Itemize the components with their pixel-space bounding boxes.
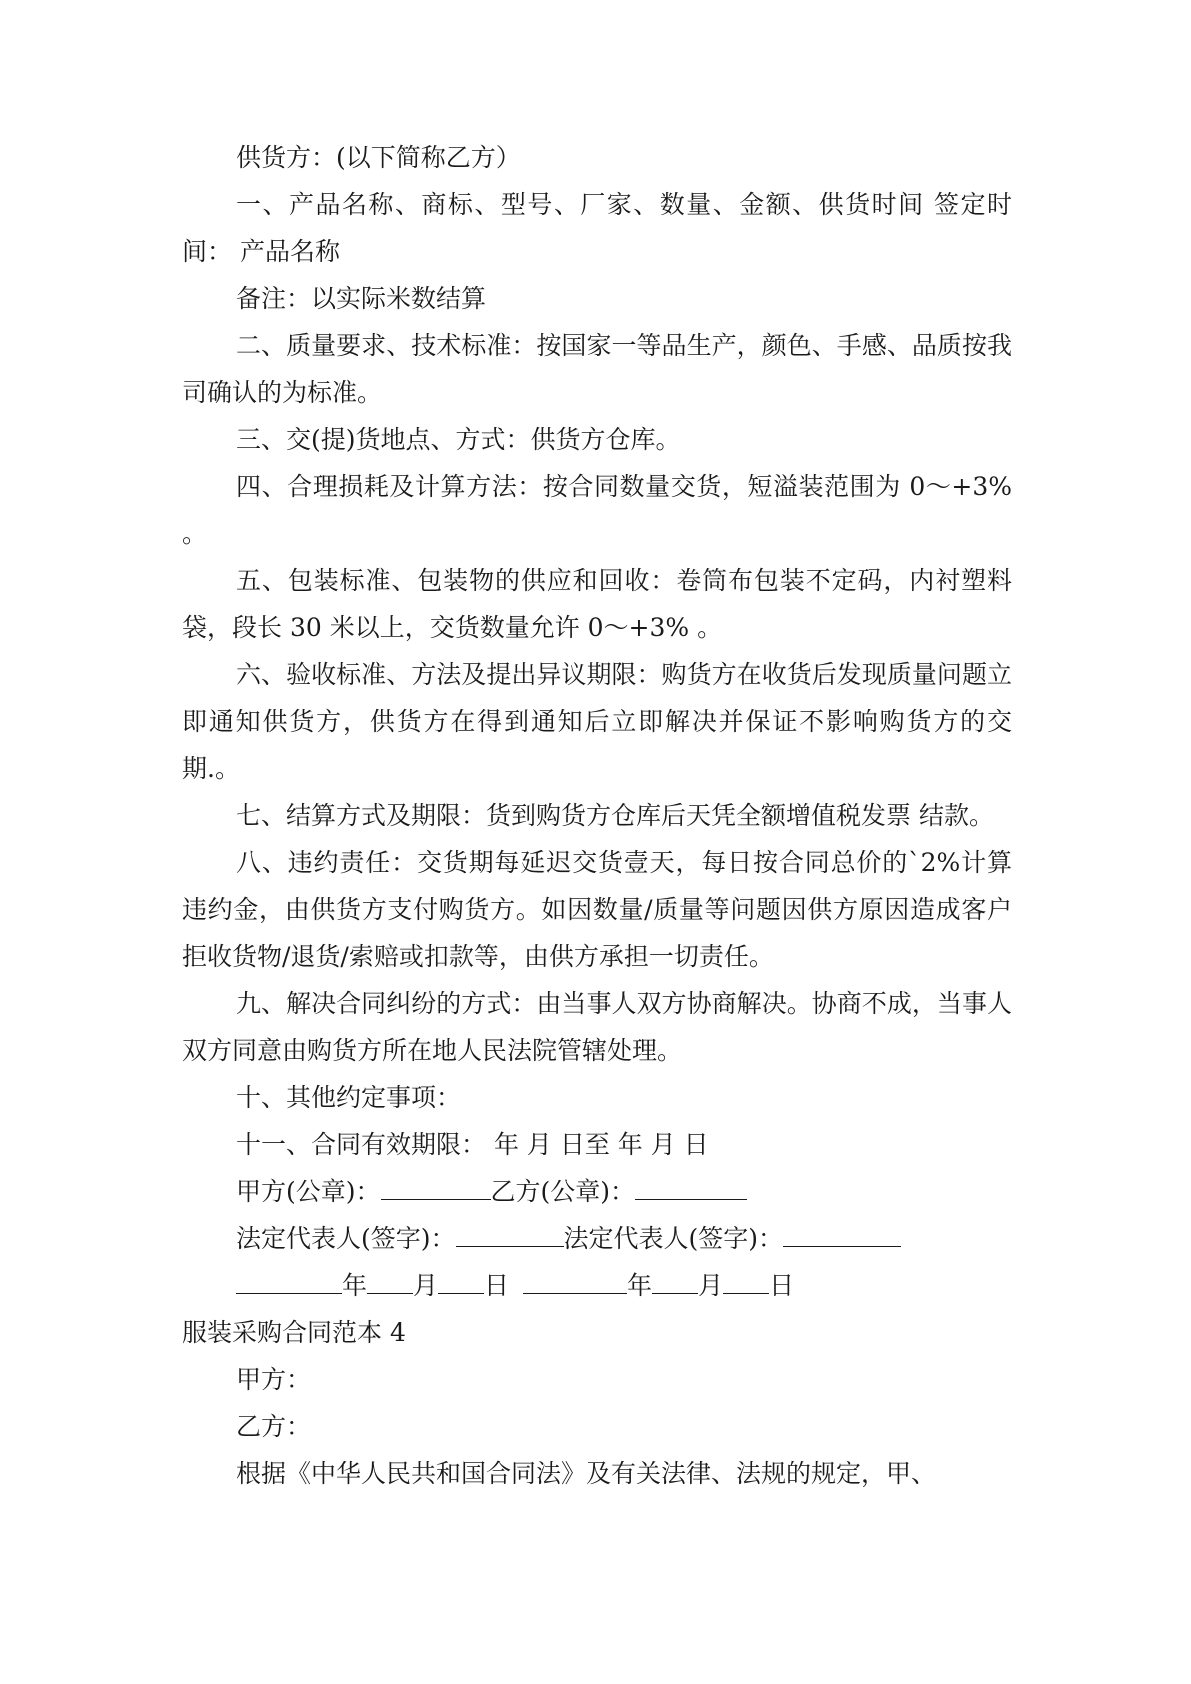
- party-b-seal-blank: [635, 1171, 747, 1200]
- party-b-rep-blank: [783, 1218, 901, 1247]
- party-b-day-label: 日: [769, 1271, 795, 1300]
- party-b-month-blank: [652, 1265, 698, 1294]
- clause-6: 六、验收标准、方法及提出异议期限：购货方在收货后发现质量问题立即通知供货方，供货方在得到通知后立即解决并保证不影响购货方的交期.。: [182, 660, 1012, 783]
- party-b-line: 乙方：: [236, 1412, 312, 1441]
- party-a-day-label: 日: [484, 1271, 510, 1300]
- clause-1: 一、产品名称、商标、型号、厂家、数量、金额、供货时间 签定时间： 产品名称: [182, 190, 1012, 266]
- clause-3: 三、交(提)货地点、方式：供货方仓库。: [236, 425, 681, 454]
- party-a-year-label: 年: [342, 1271, 368, 1300]
- clause-11: 十一、合同有效期限： 年 月 日至 年 月 日: [236, 1130, 709, 1159]
- party-b-seal-label: 乙方(公章)：: [490, 1177, 636, 1206]
- signature-rep-row: [182, 1215, 1012, 1262]
- party-a-month-label: 月: [413, 1271, 439, 1300]
- party-a-seal-label: 甲方(公章)：: [236, 1177, 381, 1206]
- party-b-year-blank: [523, 1265, 627, 1294]
- clause-9: 九、解决合同纠纷的方式：由当事人双方协商解决。协商不成，当事人双方同意由购货方所在地人民法院管辖处理。: [182, 989, 1012, 1065]
- contract-page: [182, 134, 1012, 1497]
- party-a-month-blank: [367, 1265, 413, 1294]
- clause-10: 十、其他约定事项：: [236, 1083, 462, 1112]
- signature-seal-row: [182, 1168, 1012, 1215]
- party-b-rep-label: 法定代表人(签字)：: [563, 1224, 784, 1253]
- basis-line: 根据《中华人民共和国合同法》及有关法律、法规的规定，甲、: [236, 1459, 937, 1488]
- clause-8: 八、违约责任：交货期每延迟交货壹天，每日按合同总价的`2%计算违约金，由供货方支付购货方。如因数量/质量等问题因供方原因造成客户拒收货物/退货/索赔或扣款等，由供方承担一切责任。: [182, 848, 1012, 971]
- supplier-line: 供货方：(以下简称乙方）: [236, 143, 521, 172]
- clause-5: 五、包装标准、包装物的供应和回收：卷筒布包装不定码，内衬塑料袋，段长 30 米以上，交货数量允许 0～+3% 。: [182, 566, 1012, 642]
- party-b-day-blank: [723, 1265, 769, 1294]
- party-a-rep-blank: [456, 1218, 564, 1247]
- section-heading: 服装采购合同范本 4: [182, 1318, 406, 1347]
- clause-7: 七、结算方式及期限：货到购货方仓库后天凭全额增值税发票 结款。: [236, 801, 994, 830]
- clause-2: 二、质量要求、技术标准：按国家一等品生产，颜色、手感、品质按我司确认的为标准。: [182, 331, 1012, 407]
- party-b-month-label: 月: [698, 1271, 724, 1300]
- party-b-year-label: 年: [627, 1271, 653, 1300]
- remark-line: 备注：以实际米数结算: [236, 284, 487, 313]
- signature-date-row: [182, 1262, 1012, 1309]
- party-a-seal-blank: [381, 1171, 491, 1200]
- party-a-rep-label: 法定代表人(签字)：: [236, 1224, 456, 1253]
- party-a-year-blank: [236, 1265, 342, 1294]
- clause-4: 四、合理损耗及计算方法：按合同数量交货，短溢装范围为 0～+3% 。: [182, 472, 1012, 548]
- party-a-line: 甲方：: [236, 1365, 312, 1394]
- party-a-day-blank: [438, 1265, 484, 1294]
